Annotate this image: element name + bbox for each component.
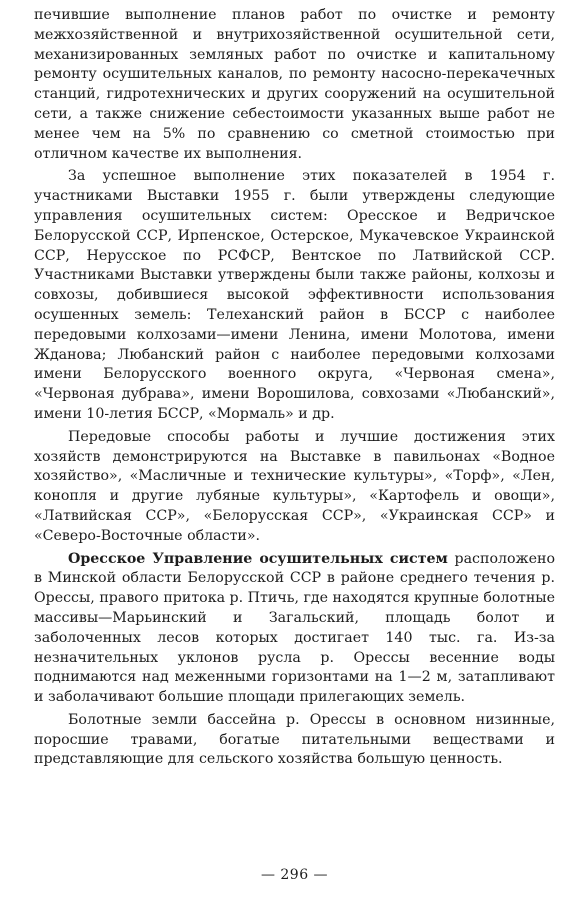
page-number: — 296 — — [260, 867, 329, 883]
paragraph-4-body: расположено в Минской области Белорусской ССР в районе среднего течения р. Орессы, правого притока р. Птичь, где находятся крупные болотные массивы—Марьинский и Загальский, площадь болот и заболоченных лесов которых достигает 140 тыс. га. Из-за незначительных уклонов русла р. Орессы весенние воды поднимаются над меженными горизонтами на 1—2 м, затапливают и заболачивают большие площади прилегающих земель. — [34, 550, 555, 706]
paragraph-2: За успешное выполнение этих показателей в 1954 г. участниками Выставки 1955 г. были утверждены следующие управления осушительных систем: Оресское и Ведричское Белорусской ССР, Ирпенское, Остерское, Мукачевское Украинской ССР, Нерусское по РСФСР, Вентское по Латвийской ССР. Участниками Выставки утверждены были также районы, колхозы и совхозы, добившиеся высокой эффективности использования осушенных земель: Телеханский район в БССР с наиболее передовыми колхозами—имени Ленина, имени Молотова, имени Жданова; Любанский район с наиболее передовыми колхозами имени Белорусского военного округа, «Червоная смена», «Червоная дубрава», имени Ворошилова, совхозами «Любанский», имени 10-летия БССР, «Мормаль» и др. — [34, 168, 555, 422]
paragraph-5: Болотные земли бассейна р. Орессы в основном низинные, поросшие травами, богатые питательными веществами и представляющие для сельского хозяйства большую ценность. — [34, 711, 555, 768]
paragraph-3: Передовые способы работы и лучшие достижения этих хозяйств демонстрируются на Выставке в павильонах «Водное хозяйство», «Масличные и технические культуры», «Торф», «Лен, конопля и другие лубяные культуры», «Картофель и овощи», «Латвийская ССР», «Белорусская ССР», «Украинская ССР» и «Северо-Восточные области». — [34, 428, 555, 544]
paragraph-4-heading: Оресское Управление осушительных систем — [68, 550, 448, 567]
paragraph-4 — [34, 550, 555, 708]
document-page — [34, 6, 555, 894]
paragraph-1: печившие выполнение планов работ по очистке и ремонту межхозяйственной и внутрихозяйственной осушительной сети, механизированных земляных работ по очистке и капитальному ремонту осушительных каналов, по ремонту насосно-перекачечных станций, гидротехнических и других сооружений на осушительной сети, а также снижение себестоимости указанных выше работ не менее чем на 5% по сравнению со сметной стоимостью при отличном качестве их выполнения. — [34, 7, 555, 162]
